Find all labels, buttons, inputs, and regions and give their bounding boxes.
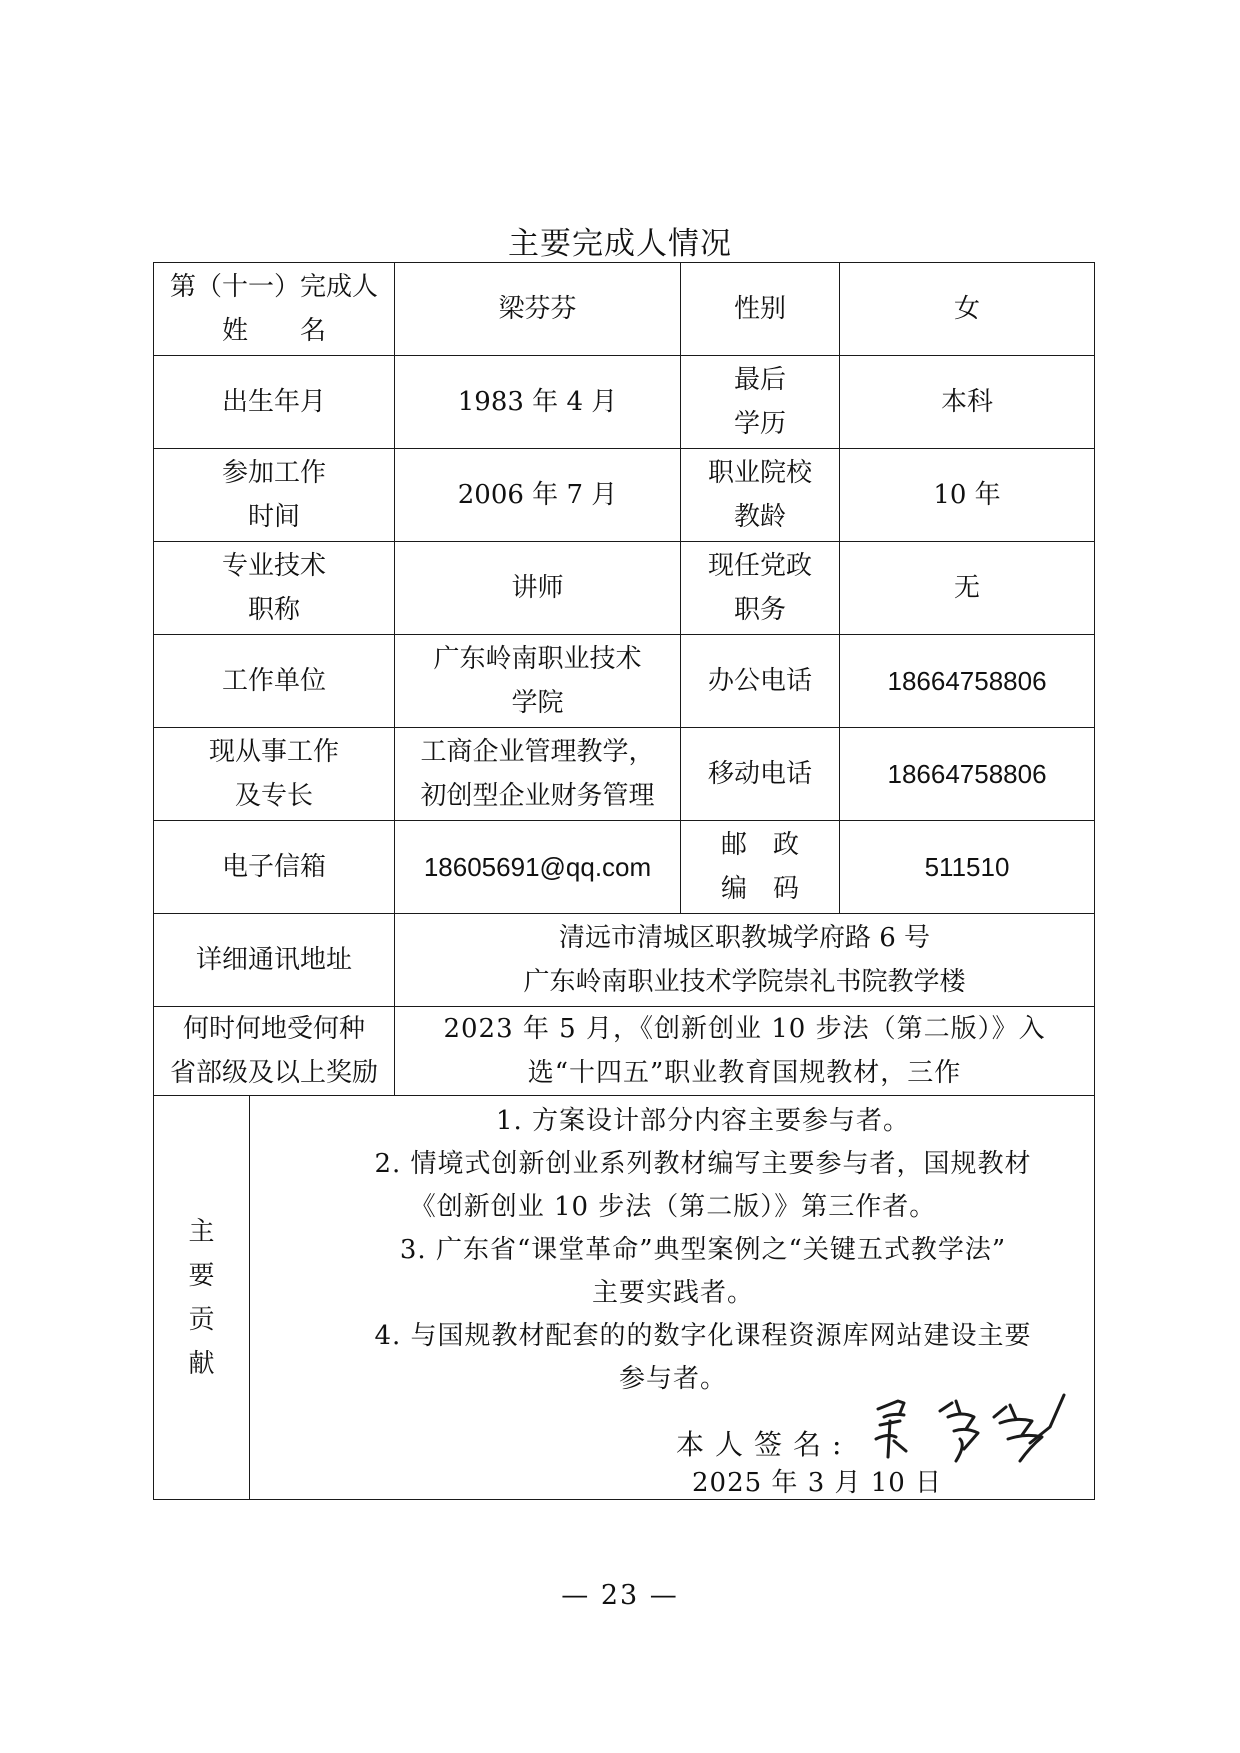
- specialty-value-cell: [395, 728, 681, 821]
- table-row: [154, 356, 1095, 449]
- specialty-label-line1: 现从事工作: [209, 737, 340, 767]
- mobile-phone-label: 移动电话: [681, 728, 840, 821]
- contribution-label-char: 献: [188, 1348, 215, 1379]
- professional-title-label-line1: 专业技术: [222, 551, 327, 581]
- table-row: [154, 635, 1095, 728]
- employer-value-line1: 广东岭南职业技术: [433, 644, 642, 674]
- mobile-phone-value: 18664758806: [840, 728, 1095, 821]
- specialty-value-line1: 工商企业管理教学，: [420, 737, 655, 767]
- personnel-info-table: [153, 262, 1095, 1500]
- employer-value-line2: 学院: [511, 688, 564, 718]
- contribution-content-cell: [250, 1096, 1095, 1500]
- education-label-line2: 学历: [734, 409, 787, 439]
- address-value-line2: 广东岭南职业技术学院崇礼书院教学楼: [523, 967, 966, 997]
- award-label-cell: [154, 1007, 395, 1096]
- contribution-item-4: 4. 与国规教材配套的的数字化课程资源库网站建设主要 参与者。: [374, 1320, 1032, 1394]
- office-phone-label: 办公电话: [681, 635, 840, 728]
- contribution-label-char: 贡: [188, 1304, 215, 1335]
- teaching-years-label-line2: 教龄: [734, 502, 787, 532]
- name-label-line1: 第（十一）完成人: [170, 272, 379, 302]
- award-label-line2: 省部级及以上奖励: [170, 1058, 379, 1088]
- table-row: [154, 728, 1095, 821]
- work-start-label-cell: [154, 449, 395, 542]
- education-value: 本科: [840, 356, 1095, 449]
- name-label-line2: 姓 名: [222, 316, 327, 346]
- contribution-label-char: 要: [188, 1260, 215, 1291]
- work-start-label-line1: 参加工作: [222, 458, 327, 488]
- gender-value: 女: [840, 263, 1095, 356]
- award-value-cell: [395, 1007, 1095, 1096]
- name-label-cell: [154, 263, 395, 356]
- contribution-item-1: 1. 方案设计部分内容主要参与者。: [495, 1105, 911, 1136]
- professional-title-label-cell: [154, 542, 395, 635]
- specialty-label-cell: [154, 728, 395, 821]
- email-label: 电子信箱: [154, 821, 395, 914]
- party-post-label-line1: 现任党政: [708, 551, 813, 581]
- professional-title-label-line2: 职称: [248, 595, 301, 625]
- table-row: [154, 1007, 1095, 1096]
- award-label-line1: 何时何地受何种: [183, 1014, 366, 1044]
- signature-date: 2025 年 3 月 10 日: [692, 1467, 943, 1498]
- teaching-years-value: 10 年: [840, 449, 1095, 542]
- contribution-item-2: 2. 情境式创新创业系列教材编写主要参与者，国规教材 《创新创业 10 步法（第二版）》第三作者。: [374, 1148, 1032, 1222]
- address-value-line1: 清远市清城区职教城学府路 6 号: [558, 923, 931, 953]
- teaching-years-label-cell: [681, 449, 840, 542]
- address-value-cell: [395, 914, 1095, 1007]
- table-row: [154, 821, 1095, 914]
- birth-label: 出生年月: [154, 356, 395, 449]
- postcode-label-cell: [681, 821, 840, 914]
- name-value: 梁芬芬: [395, 263, 681, 356]
- contribution-item-3: 3. 广东省“课堂革命”典型案例之“关键五式教学法” 主要实践者。: [399, 1234, 1007, 1308]
- handwritten-signature: [870, 1387, 1070, 1467]
- postcode-label-line2: 编 码: [721, 874, 800, 904]
- table-row: [154, 542, 1095, 635]
- education-label-line1: 最后: [734, 365, 787, 395]
- party-post-value: 无: [840, 542, 1095, 635]
- email-value: 18605691@qq.com: [395, 821, 681, 914]
- party-post-label-line2: 职务: [734, 595, 787, 625]
- page-number: — 23 —: [561, 1580, 679, 1611]
- work-start-label-line2: 时间: [248, 502, 301, 532]
- contribution-row: [154, 1096, 1095, 1500]
- page-title: 主要完成人情况: [508, 226, 732, 262]
- award-value-line1: 2023 年 5 月，《创新创业 10 步法（第二版）》入: [443, 1014, 1046, 1044]
- contribution-label-char: 主: [188, 1216, 215, 1247]
- signature-label: 本人签名:: [676, 1427, 853, 1461]
- specialty-value-line2: 初创型企业财务管理: [420, 781, 655, 811]
- party-post-label-cell: [681, 542, 840, 635]
- office-phone-value: 18664758806: [840, 635, 1095, 728]
- specialty-label-line2: 及专长: [235, 781, 314, 811]
- postcode-value: 511510: [840, 821, 1095, 914]
- award-value-line2: 选“十四五”职业教育国规教材，三作: [527, 1058, 962, 1088]
- gender-label: 性别: [681, 263, 840, 356]
- teaching-years-label-line1: 职业院校: [708, 458, 813, 488]
- contribution-label-cell: [154, 1096, 250, 1500]
- postcode-label-line1: 邮 政: [721, 830, 800, 860]
- employer-value-cell: [395, 635, 681, 728]
- education-label-cell: [681, 356, 840, 449]
- table-row: [154, 263, 1095, 356]
- birth-value: 1983 年 4 月: [395, 356, 681, 449]
- professional-title-value: 讲师: [395, 542, 681, 635]
- work-start-value: 2006 年 7 月: [395, 449, 681, 542]
- table-row: [154, 449, 1095, 542]
- table-row: [154, 914, 1095, 1007]
- address-label: 详细通讯地址: [154, 914, 395, 1007]
- employer-label: 工作单位: [154, 635, 395, 728]
